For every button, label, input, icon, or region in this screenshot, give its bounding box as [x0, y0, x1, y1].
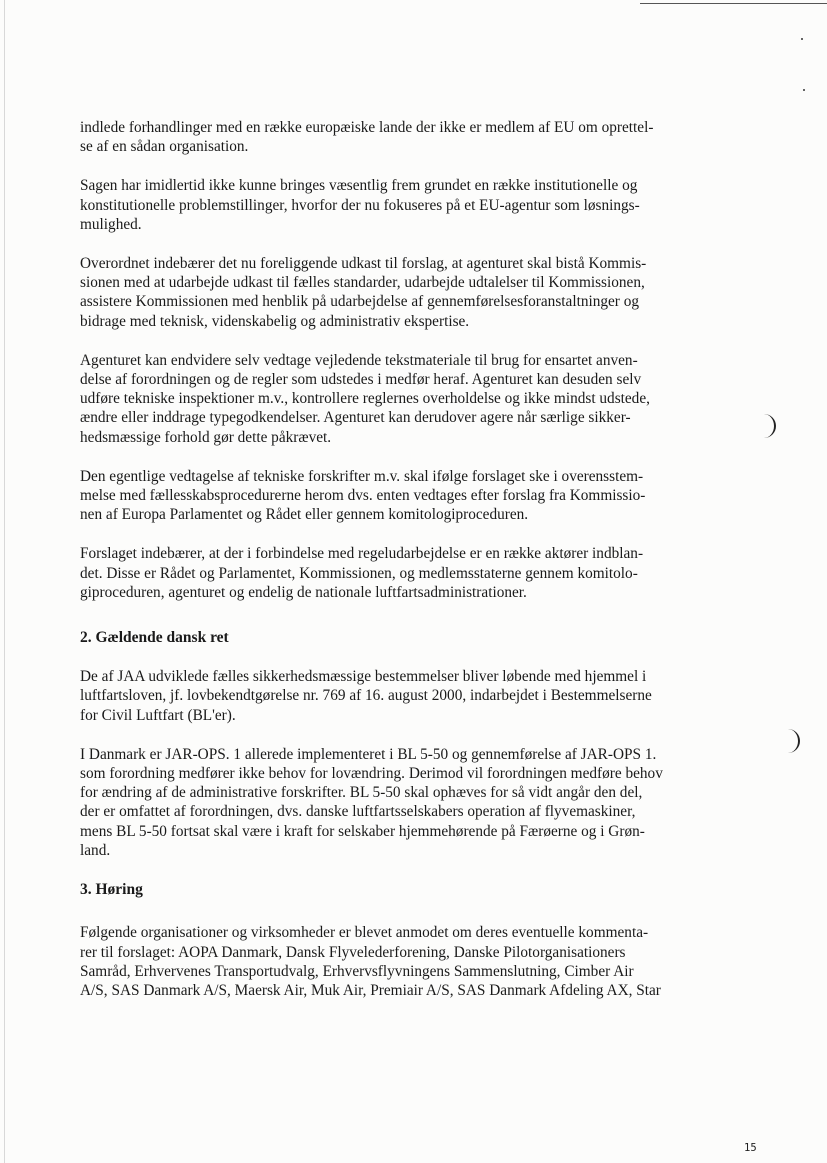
top-rule [640, 3, 827, 4]
section-heading: 2. Gældende dansk ret [80, 629, 229, 647]
paragraph: Agenturet kan endvidere selv vedtage vejledende tekstmateriale til brug for ensartet anven- delse af forordningen og de regler som udstedes i medfør heraf. Agenturet kan desuden selv udføre tekniske inspektioner m.v., kontrollere reglernes overholdelse og ikke mindst udstede, ændre eller inddrage typegodkendelser. Agenturet kan derudover agere når særlige sikker- hedsmæssige forhold gør dette påkrævet. [80, 351, 650, 446]
punch-hole-mark [788, 729, 800, 753]
paragraph: Forslaget indebærer, at der i forbindelse med regeludarbejdelse er en række aktører indblan- det. Disse er Rådet og Parlamentet, Kommissionen, og medlemsstaterne gennem komitolo- giproceduren, agenturet og endelig de nationale luftfartsadministrationer. [80, 545, 644, 601]
page-number: 15 [744, 1142, 757, 1154]
scan-speck [801, 38, 803, 40]
paragraph: Sagen har imidlertid ikke kunne bringes væsentlig frem grundet en række institutionelle og konstitutionelle problemstillinger, hvorfor der nu fokuseres på et EU-agentur som løsnings- mulighed. [80, 177, 640, 233]
paragraph: Overordnet indebærer det nu foreliggende udkast til forslag, at agenturet skal bistå Kommis- sionen med at udarbejde udkast til fælles standarder, udarbejde udtalelser til Kommissionen, assistere Kommissionen med henblik på udarbejdelse af gennemførelsesforanstaltninger og bidrage med teknisk, videnskabelig og administrativ ekspertise. [80, 255, 647, 330]
punch-hole-mark [764, 414, 776, 438]
paragraph: indlede forhandlinger med en række europæiske lande der ikke er medlem af EU om oprettel- se af en sådan organisation. [80, 119, 654, 156]
section-heading: 3. Høring [80, 881, 143, 899]
paragraph: Den egentlige vedtagelse af tekniske forskrifter m.v. skal ifølge forslaget ske i overensstem- melse med fællesskabsprocedurerne herom dvs. enten vedtages efter forslag fra Kommissio- nen af Europa Parlamentet og Rådet eller gennem komitologiproceduren. [80, 467, 646, 524]
paragraph: De af JAA udviklede fælles sikkerhedsmæssige bestemmelser bliver løbende med hjemmel i luftfartsloven, jf. lovbekendtgørelse nr. 769 af 16. august 2000, indarbejdet i Bestemmelserne for Civil Luftfart (BL'er). [80, 668, 652, 724]
scan-speck [803, 89, 805, 91]
paragraph: Følgende organisationer og virksomheder er blevet anmodet om deres eventuelle kommenta- rer til forslaget: AOPA Danmark, Dansk Flyvelederforening, Danske Pilotorganisationers Samråd, Erhvervenes Transportudvalg, Erhvervsflyvningens Sammenslutning, Cimber Air A/S, SAS Danmark A/S, Maersk Air, Muk Air, Premiair A/S, SAS Danmark Afdeling AX, Star [80, 924, 661, 999]
paragraph: I Danmark er JAR-OPS. 1 allerede implementeret i BL 5-50 og gennemførelse af JAR-OPS 1. som forordning medfører ikke behov for lovændring. Derimod vil forordningen medføre behov for ændring af de administrative forskrifter. BL 5-50 skal ophæves for så vidt angår den del, der er omfattet af forordningen, dvs. danske luftfartsselskabers operation af flyvemaskiner, mens BL 5-50 fortsat skal være i kraft for selskaber hjemmehørende på Færøerne og i Grøn- land. [80, 745, 663, 859]
page-edge [4, 0, 5, 1163]
document-body [80, 118, 760, 1020]
